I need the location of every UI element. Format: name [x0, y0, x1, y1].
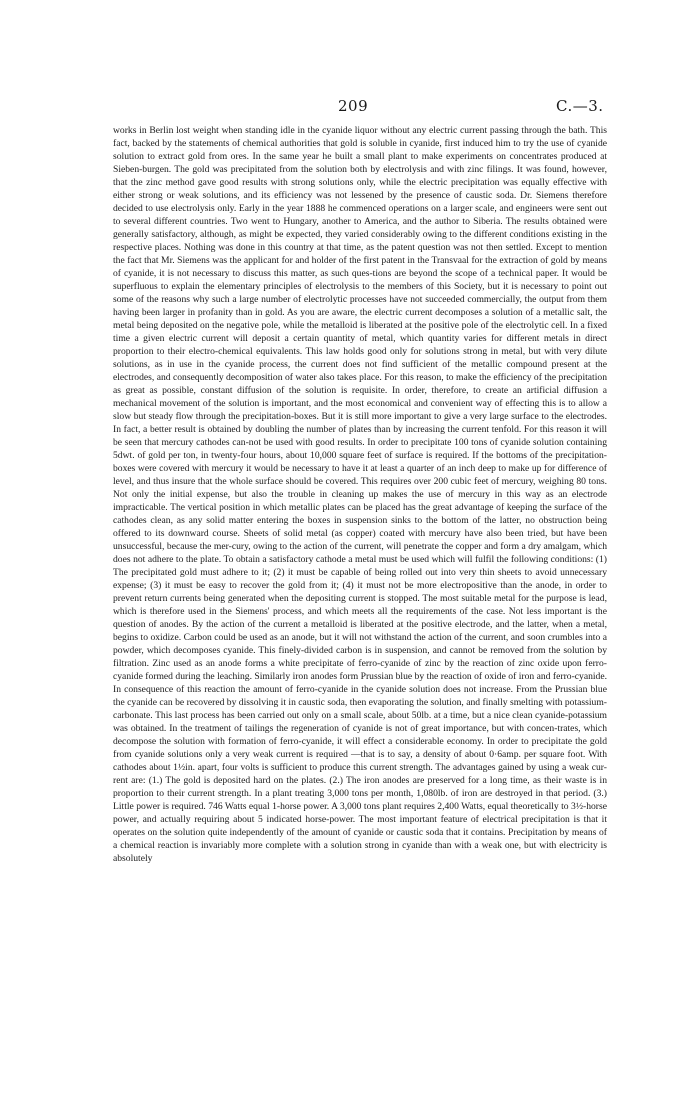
body-text-column: [113, 124, 607, 865]
body-paragraph: works in Berlin lost weight when standing idle in the cyanide liquor without any electric current passing through the bath. This fact, backed by the statements of chemical authorities that gold is soluble in cyanide, first induced him to try the use of cyanide solution to extract gold from ores. In the same year he built a small plant to make experiments on concentrates produced at Sieben-burgen. The gold was precipitated from the solution both by electrolysis and with zinc filings. It was found, however, that the zinc method gave good results with strong solutions only, while the electric precipitation was equally effective with either strong or weak solutions, and its efficiency was not lessened by the presence of caustic soda. Dr. Siemens therefore decided to use electrolysis only. Early in the year 1888 he commenced operations on a larger scale, and engineers were sent out to several different countries. Two went to Hungary, another to America, and the author to Siberia. The results obtained were generally satisfactory, although, as might be expected, they varied considerably owing to the different conditions existing in the respective places. Nothing was done in this country at that time, as the patent question was not then settled. Except to mention the fact that Mr. Siemens was the applicant for and holder of the first patent in the Transvaal for the extraction of gold by means of cyanide, it is not necessary to discuss this matter, as such ques-tions are beyond the scope of a technical paper. It would be superfluous to explain the elementary principles of electrolysis to the members of this Society, but it is necessary to point out some of the reasons why such a large number of electrolytic processes have not succeeded commercially, the output from them having been larger in profanity than in gold. As you are aware, the electric current decomposes a solution of a metallic salt, the metal being deposited on the negative pole, while the metalloid is liberated at the positive pole of the electrolytic cell. In a fixed time a given electric current will deposit a certain quantity of metal, which quantity varies for different metals in direct proportion to their electro-chemical equivalents. This law holds good only for solutions strong in metal, but with very dilute solutions, as in use in the cyanide process, the current does not find sufficient of the metallic compound present at the electrodes, and consequently decomposition of water also takes place. For this reason, to make the efficiency of the precipitation as great as possible, constant diffusion of the solution is requisite. In order, therefore, to create an artificial diffusion a mechanical movement of the solution is important, and the most economical and convenient way of effecting this is to allow a slow but steady flow through the precipitation-boxes. But it is still more important to give a very large surface to the electrodes. In fact, a better result is obtained by doubling the number of plates than by increasing the current tenfold. For this reason it will be seen that mercury cathodes can-not be used with good results. In order to precipitate 100 tons of cyanide solution containing 5dwt. of gold per ton, in twenty-four hours, about 10,000 square feet of surface is required. If the bottoms of the precipitation-boxes were covered with mercury it would be necessary to have it at least a quarter of an inch deep to make up for difference of level, and thus insure that the whole surface should be covered. This requires over 200 cubic feet of mercury, weighing 80 tons. Not only the initial expense, but also the trouble in cleaning up makes the use of mercury in this way as an electrode impracticable. The vertical position in which metallic plates can be placed has the great advantage of keeping the surface of the cathodes clean, as any solid matter entering the boxes in suspension sinks to the bottom of the latter, no obstruction being offered to its downward course. Sheets of solid metal (as copper) coated with mercury have also been tried, but have been unsuccessful, because the mer-cury, owing to the action of the current, will penetrate the copper and form a dry amalgam, which does not adhere to the plate. To obtain a satisfactory cathode a metal must be used which will fulfil the following conditions: (1) The precipitated gold must adhere to it; (2) it must be capable of being rolled out into very thin sheets to avoid unnecessary expense; (3) it must be easy to recover the gold from it; (4) it must not be more electropositive than the anode, in order to prevent return currents being generated when the depositing current is stopped. The most suitable metal for the purpose is lead, which is therefore used in the Siemens' process, and which meets all the requirements of the case. Not less important is the question of anodes. By the action of the current a metalloid is liberated at the positive electrode, and the latter, when a metal, begins to oxidize. Carbon could be used as an anode, but it will not withstand the action of the current, and soon crumbles into a powder, which decomposes cyanide. This finely-divided carbon is in suspension, and cannot be removed from the solution by filtration. Zinc used as an anode forms a white precipitate of ferro-cyanide of zinc by the reaction of zinc oxide upon ferro-cyanide formed during the leaching. Similarly iron anodes form Prussian blue by the reaction of oxide of iron and ferro-cyanide. In consequence of this reaction the amount of ferro-cyanide in the cyanide solution does not increase. From the Prussian blue the cyanide can be recovered by dissolving it in caustic soda, then evaporating the solution, and finally smelting with potassium-carbonate. This last process has been carried out only on a small scale, about 50lb. at a time, but a nice clean cyanide-potassium was obtained. In the treatment of tailings the regeneration of cyanide is not of great importance, but with concen-trates, which decompose the solution with formation of ferro-cyanide, it will effect a considerable economy. In order to precipitate the gold from cyanide solutions only a very weak current is required —that is to say, a density of about 0·6amp. per square foot. With cathodes about 1½in. apart, four volts is sufficient to produce this current strength. The advantages gained by using a weak cur-rent are: (1.) The gold is deposited hard on the plates. (2.) The iron anodes are preserved for a long time, as their waste is in proportion to their current strength. In a plant treating 3,000 tons per month, 1,080lb. of iron are destroyed in that period. (3.) Little power is required. 746 Watts equal 1-horse power. A 3,000 tons plant requires 2,400 Watts, equal theoretically to 3½-horse power, and actually requiring about 5 indicated horse-power. The most important feature of electrical precipitation is that it operates on the solution quite independently of the amount of cyanide or caustic soda that it contains. Precipitation by means of a chemical reaction is invariably more complete with a solution strong in cyanide than with a weak one, but with electricity is absolutely: [113, 125, 607, 864]
page-number: 209: [338, 97, 369, 115]
document-reference: C.—3.: [556, 97, 604, 115]
